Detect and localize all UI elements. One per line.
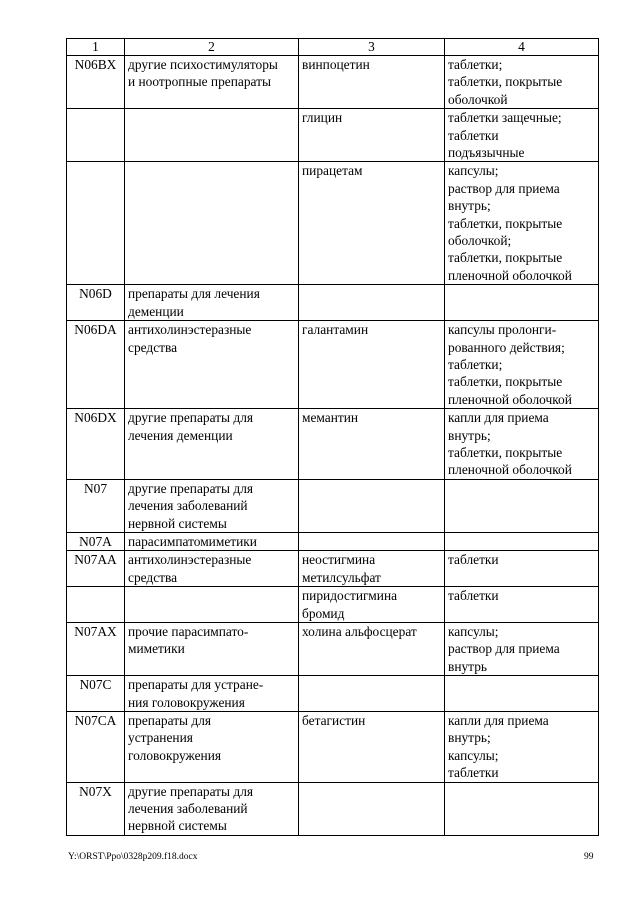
dosage-form-line: таблетки, покрытые [448,374,563,390]
drug-name-line: метилсульфат [302,569,381,585]
table-row [67,676,599,712]
dosage-form-line: рованного действия; [448,339,565,355]
column-header-4: 4 [445,39,599,56]
group-name-line: лечения заболеваний [128,801,248,817]
drug-name-cell [299,409,445,480]
footer-file-path: Y:\ORST\Ppo\0328p209.f18.docx [68,852,198,862]
group-name-cell [125,56,299,109]
group-name-cell [125,409,299,480]
table-row [67,409,599,480]
dosage-form-line: таблетки; [448,356,503,372]
dosage-form-line: капсулы; [448,163,499,179]
dosage-form-line: таблетки [448,552,499,568]
column-header-3: 3 [299,39,445,56]
group-name-line: средства [128,569,178,585]
drug-name-line: бромид [302,605,345,621]
dosage-form-cell [445,321,599,409]
group-name-line: нервной системы [128,818,227,834]
drug-name-cell [299,587,445,623]
group-name-line: антихолинэстеразные [128,552,252,568]
atc-code-cell: N06DA [67,321,125,409]
drug-name-line: бетагистин [302,713,366,729]
dosage-form-line: капсулы пролонги- [448,322,557,338]
atc-code-cell: N06DX [67,409,125,480]
dosage-form-line: оболочкой [448,91,508,107]
dosage-form-cell [445,285,599,321]
drug-name-cell [299,712,445,783]
table-row [67,109,599,162]
group-name-line: нервной системы [128,515,227,531]
group-name-cell [125,712,299,783]
group-name-line: препараты для [128,713,212,729]
dosage-form-line: таблетки, покрытые [448,74,563,90]
group-name-line: лечения деменции [128,427,233,443]
dosage-form-line: раствор для приема [448,180,560,196]
atc-code-cell: N07AA [67,551,125,587]
group-name-line: прочие парасимпато- [128,624,249,639]
atc-code-cell: N07CA [67,712,125,783]
group-name-cell [125,782,299,835]
group-name-cell [125,321,299,409]
group-name-line: и ноотропные препараты [128,74,271,90]
drug-name-cell [299,676,445,712]
dosage-form-cell [445,676,599,712]
drug-name-cell [299,162,445,285]
table-row [67,712,599,783]
table-row [67,285,599,321]
dosage-form-line: внутрь; [448,198,491,214]
atc-code-cell [67,587,125,623]
drug-name-line: винпоцетин [302,57,370,72]
dosage-form-line: таблетки, покрытые [448,215,563,231]
atc-code-cell [67,109,125,162]
atc-code-cell: N06D [67,285,125,321]
atc-code-cell: N07 [67,479,125,532]
group-name-cell [125,109,299,162]
table-row [67,321,599,409]
group-name-cell [125,623,299,676]
atc-code-cell: N06BX [67,56,125,109]
drug-name-cell [299,532,445,550]
group-name-line: другие препараты для [128,480,254,496]
drug-name-cell [299,623,445,676]
dosage-form-cell [445,479,599,532]
table-row [67,551,599,587]
drug-name-line: пиридостигмина [302,588,398,604]
dosage-form-line: таблетки [448,765,499,781]
atc-code-cell: N07X [67,782,125,835]
group-name-line: антихолинэстеразные [128,322,252,338]
page-number: 99 [584,852,594,862]
table-row [67,479,599,532]
drug-name-line: галантамин [302,322,369,338]
drug-name-cell [299,479,445,532]
dosage-form-line: раствор для приема [448,641,560,657]
group-name-line: лечения заболеваний [128,498,248,514]
dosage-form-line: таблетки [448,588,499,604]
atc-code-cell: N07C [67,676,125,712]
dosage-form-line: внутрь [448,658,488,674]
dosage-form-cell [445,712,599,783]
dosage-form-line: таблетки, покрытые [448,250,563,266]
drug-name-cell [299,551,445,587]
drug-name-cell [299,321,445,409]
table-body [67,56,599,836]
dosage-form-line: таблетки [448,127,499,143]
dosage-form-cell [445,587,599,623]
dosage-form-line: таблетки; [448,57,503,72]
dosage-form-cell [445,162,599,285]
drug-name-line: глицин [302,110,343,126]
dosage-form-cell [445,551,599,587]
table-row [67,162,599,285]
group-name-line: деменции [128,303,184,319]
group-name-line: ния головокружения [128,694,245,710]
group-name-line: миметики [128,641,185,657]
group-name-cell [125,532,299,550]
group-name-line: другие психостимуляторы [128,57,278,72]
group-name-line: средства [128,339,178,355]
dosage-form-line: подъязычные [448,145,525,161]
group-name-line: другие препараты для [128,783,254,799]
dosage-form-cell [445,109,599,162]
drug-name-line: мемантин [302,410,359,426]
atc-code-cell: N07AX [67,623,125,676]
dosage-form-cell [445,56,599,109]
dosage-form-line: капли для приема [448,410,549,426]
dosage-form-line: пленочной оболочкой [448,267,572,283]
atc-code-cell [67,162,125,285]
drug-name-cell [299,782,445,835]
column-header-1: 1 [67,39,125,56]
table-header [67,39,599,56]
dosage-form-line: таблетки защечные; [448,110,562,126]
dosage-form-line: капсулы; [448,624,499,639]
table-row [67,782,599,835]
group-name-cell [125,479,299,532]
dosage-form-cell [445,623,599,676]
dosage-form-cell [445,782,599,835]
group-name-line: устранения [128,730,193,746]
dosage-form-cell [445,409,599,480]
dosage-form-line: внутрь; [448,427,491,443]
dosage-form-line: оболочкой; [448,233,512,249]
table-row [67,532,599,550]
drug-name-cell [299,285,445,321]
drug-name-line: холина альфосцерат [302,624,417,639]
dosage-form-cell [445,532,599,550]
dosage-form-line: капсулы; [448,747,499,763]
dosage-form-line: пленочной оболочкой [448,462,572,478]
table-row [67,587,599,623]
group-name-cell [125,587,299,623]
drug-list-table [66,38,599,836]
drug-name-line: пирацетам [302,163,363,179]
group-name-line: головокружения [128,747,222,763]
table-row [67,623,599,676]
table-row [67,56,599,109]
dosage-form-line: таблетки, покрытые [448,444,563,460]
dosage-form-line: внутрь; [448,730,491,746]
group-name-line: другие препараты для [128,410,254,426]
dosage-form-line: пленочной оболочкой [448,391,572,407]
atc-code-cell: N07A [67,532,125,550]
group-name-line: препараты для устране- [128,677,264,693]
group-name-cell [125,551,299,587]
drug-name-cell [299,109,445,162]
group-name-cell [125,676,299,712]
drug-name-cell [299,56,445,109]
group-name-line: препараты для лечения [128,286,260,302]
drug-name-line: неостигмина [302,552,376,568]
group-name-line: парасимпатомиметики [128,533,257,549]
group-name-cell [125,162,299,285]
group-name-cell [125,285,299,321]
column-header-2: 2 [125,39,299,56]
dosage-form-line: капли для приема [448,713,549,729]
